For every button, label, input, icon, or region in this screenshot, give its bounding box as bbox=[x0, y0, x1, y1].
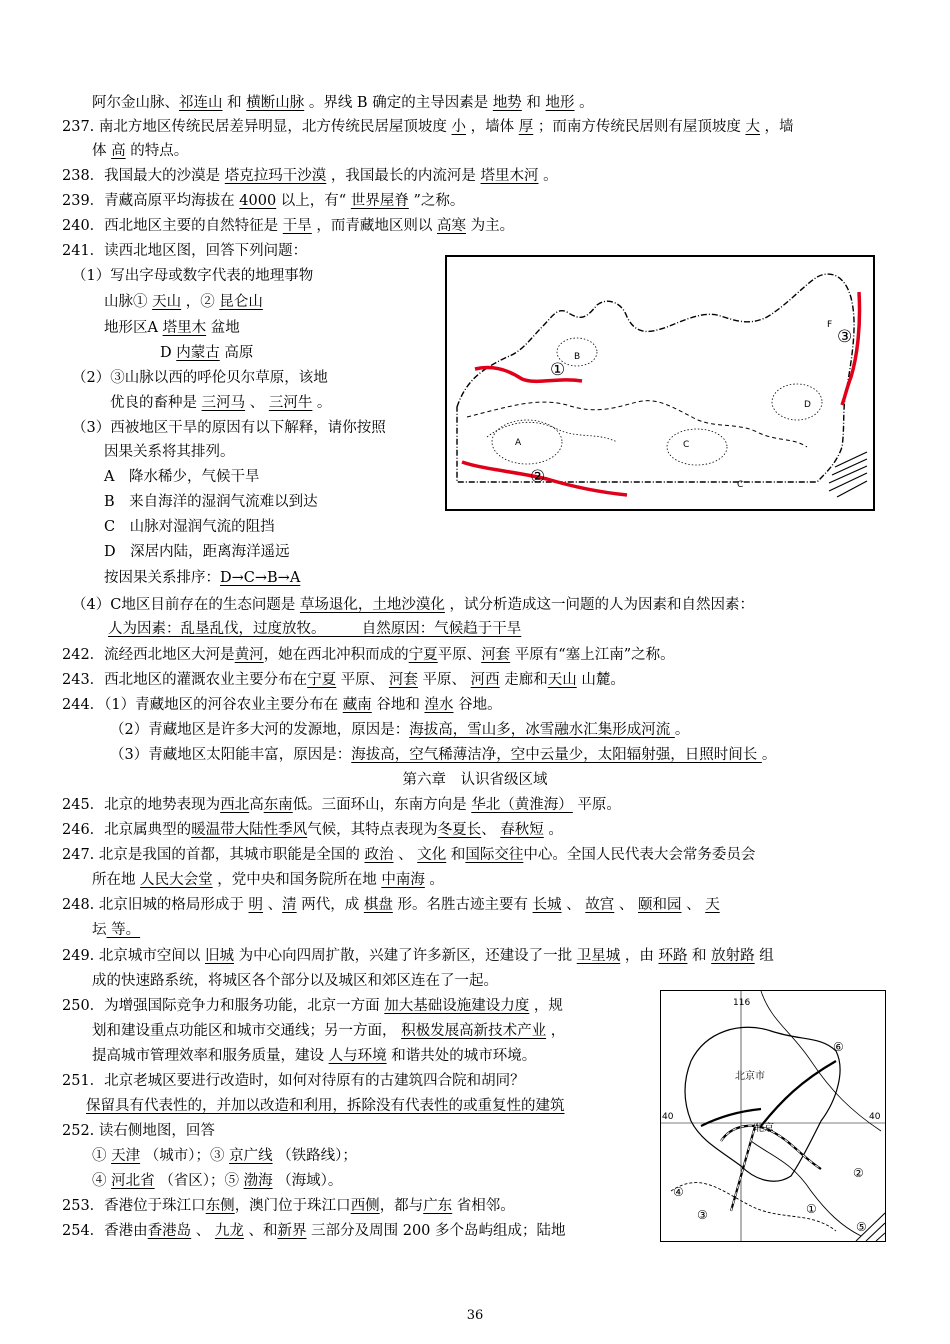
line-247a bbox=[62, 845, 755, 865]
answer-text: 暖温带大陆性季风 bbox=[191, 822, 308, 838]
map1-label-a: A bbox=[515, 438, 522, 448]
line-248a bbox=[62, 895, 720, 915]
question-text: （海域）。 bbox=[272, 1173, 343, 1189]
question-text: 低。三面环山，东南方向是 bbox=[292, 797, 472, 813]
answer-text: 颐和园 bbox=[638, 897, 682, 913]
question-text: ④ bbox=[92, 1173, 112, 1189]
option-d bbox=[104, 542, 290, 562]
question-text: 246．北京属典型的 bbox=[62, 822, 192, 838]
question-text: （3）西被地区干旱的原因有以下解释，请你按照 bbox=[72, 420, 386, 436]
line-241-1 bbox=[72, 266, 313, 286]
answer-text: 春秋短 bbox=[500, 822, 544, 838]
line-244b bbox=[110, 720, 689, 740]
answer-text: 等。 bbox=[106, 922, 141, 938]
line-237a bbox=[62, 117, 794, 137]
line-250b bbox=[92, 1021, 565, 1041]
answer-text: 天津 bbox=[111, 1148, 141, 1164]
map2-latitude-left: 40 bbox=[662, 1112, 674, 1122]
answer-text: 宁夏 bbox=[307, 672, 337, 688]
answer-text: 高寒 bbox=[437, 218, 467, 234]
map2-longitude: 116 bbox=[733, 998, 751, 1008]
question-text: A 降水稀少，气候干旱 bbox=[104, 469, 260, 485]
question-text: ，党中央和国务院所在地 bbox=[212, 872, 382, 888]
question-text: 三部分及周围 200 多个岛屿组成；陆地 bbox=[306, 1223, 566, 1239]
question-text: 、 bbox=[561, 897, 586, 913]
map2-label-2: ② bbox=[853, 1166, 864, 1180]
line-241-a bbox=[104, 318, 240, 338]
question-text: 中心。全国人民代表大会常务委员会 bbox=[523, 847, 756, 863]
question-text: 254．香港由 bbox=[62, 1223, 148, 1239]
answer-text: 河套 bbox=[481, 647, 511, 663]
map2-label-5: ⑤ bbox=[856, 1220, 867, 1234]
map2-label-6: ⑥ bbox=[833, 1040, 844, 1054]
question-text: D bbox=[160, 345, 177, 361]
answer-text: 积极发展高新技术产业 bbox=[401, 1023, 547, 1039]
answer-text: 冬夏长 bbox=[437, 822, 482, 838]
question-text: 优良的畜种是 bbox=[110, 395, 202, 411]
answer-text: 地势 bbox=[492, 95, 522, 111]
map1-label-f: F bbox=[827, 320, 833, 330]
question-text: 。 bbox=[761, 747, 777, 763]
answer-251: 保留具有代表性的，并加以改造和利用，拆除没有代表性的或重复性的建筑 bbox=[86, 1098, 565, 1114]
answer-text: 小 bbox=[451, 119, 467, 135]
question-text: 划和建设重点功能区和城市交通线；另一方面， bbox=[92, 1023, 402, 1039]
answer-text: 天山 bbox=[152, 294, 182, 310]
question-text: （2）③山脉以西的呼伦贝尔草原，该地 bbox=[72, 370, 328, 386]
question-text: 平原有“塞上江南”之称。 bbox=[510, 647, 675, 663]
line-251b bbox=[86, 1096, 565, 1116]
answer-text: 4000 bbox=[239, 193, 277, 209]
line-241-4a bbox=[72, 595, 754, 615]
question-text: ，规 bbox=[529, 998, 563, 1014]
answer-text: 天山 bbox=[547, 672, 577, 688]
answer-text: 三河马 bbox=[201, 395, 246, 411]
answer-text: 塔克拉玛干沙漠 bbox=[224, 168, 327, 184]
map1-label-d: D bbox=[804, 400, 811, 410]
answer-text: 华北（黄淮海） bbox=[471, 797, 573, 813]
question-text: 盆地 bbox=[206, 320, 240, 336]
line-252 bbox=[62, 1121, 215, 1141]
line-241-mountains bbox=[104, 292, 263, 312]
line-236b bbox=[92, 93, 594, 113]
question-text: 247. 北京是我国的首都，其城市职能是全国的 bbox=[62, 847, 365, 863]
question-text: 和 bbox=[521, 95, 546, 111]
question-text: ，由 bbox=[620, 948, 659, 964]
answer-text: 国际交往 bbox=[465, 847, 524, 863]
line-254 bbox=[62, 1221, 566, 1241]
question-text: 平原、 bbox=[336, 672, 389, 688]
line-246 bbox=[62, 820, 563, 840]
map1-label-1: ① bbox=[550, 360, 566, 380]
question-text: 平原。 bbox=[572, 797, 621, 813]
question-text: 253．香港位于珠江口 bbox=[62, 1198, 206, 1214]
answer-text: 昆仑山 bbox=[219, 294, 263, 310]
answer-text: 卫星城 bbox=[576, 948, 621, 964]
line-250c bbox=[92, 1046, 536, 1066]
answer-text: 塔里木 bbox=[162, 320, 207, 336]
answer-text: 大 bbox=[745, 119, 760, 135]
question-text: 地形区A bbox=[104, 320, 163, 336]
answer-text: 明 bbox=[248, 897, 264, 913]
question-text: 成的快速路系统，将城区各个部分以及城区和郊区连在了一起。 bbox=[92, 973, 498, 989]
question-text: 形。名胜古迹主要有 bbox=[392, 897, 533, 913]
question-text: 240．西北地区主要的自然特征是 bbox=[62, 218, 283, 234]
answer-text: 广东 bbox=[423, 1198, 453, 1214]
question-text: 252. 读右侧地图，回答 bbox=[62, 1123, 215, 1139]
question-text: （省区）；⑤ bbox=[154, 1173, 244, 1189]
question-text: 、 bbox=[614, 897, 638, 913]
answer-text: 河套 bbox=[388, 672, 418, 688]
question-text: 和谐共处的城市环境。 bbox=[386, 1048, 537, 1064]
question-text: 以上，有“ bbox=[276, 193, 351, 209]
question-text: 248. 北京旧城的格局形成于 bbox=[62, 897, 249, 913]
question-text: D 深居内陆，距离海洋遥远 bbox=[104, 544, 290, 560]
answer-text: 天 bbox=[705, 897, 720, 913]
question-text: 谷地。 bbox=[453, 697, 502, 713]
question-text: 高 bbox=[249, 797, 264, 813]
line-241-d bbox=[160, 343, 253, 363]
line-242 bbox=[62, 645, 675, 665]
beijing-map-drawing bbox=[661, 991, 885, 1241]
question-text: 243．西北地区的灌溉农业主要分布在 bbox=[62, 672, 308, 688]
question-text: 241．读西北地区图，回答下列问题： bbox=[62, 243, 308, 259]
question-text: 、 bbox=[263, 897, 283, 913]
question-text: 提高城市管理效率和服务质量，建设 bbox=[92, 1048, 329, 1064]
answer-text: 干旱 bbox=[282, 218, 312, 234]
question-text: 山麓。 bbox=[576, 672, 625, 688]
answer-text: 高 bbox=[111, 143, 126, 159]
question-text: 和 bbox=[687, 948, 712, 964]
question-text: 238．我国最大的沙漠是 bbox=[62, 168, 225, 184]
answer-text: 藏南 bbox=[342, 697, 372, 713]
question-text: 244．（1）青藏地区的河谷农业主要分布在 bbox=[62, 697, 343, 713]
question-text: 、 bbox=[245, 395, 269, 411]
question-text: ，② bbox=[181, 294, 220, 310]
question-text: 两代，成 bbox=[296, 897, 364, 913]
line-248b bbox=[92, 920, 140, 940]
question-text: 。 bbox=[424, 872, 444, 888]
question-text: 组 bbox=[754, 948, 774, 964]
line-251a bbox=[62, 1071, 525, 1091]
answer-text: 西北 bbox=[220, 797, 250, 813]
answer-text: 政治 bbox=[364, 847, 394, 863]
question-text: 。 bbox=[312, 395, 332, 411]
question-text: 239．青藏高原平均海拔在 bbox=[62, 193, 240, 209]
question-text: 山脉① bbox=[104, 294, 153, 310]
question-text: 237. 南北方地区传统民居差异明显，北方传统民居屋顶坡度 bbox=[62, 119, 452, 135]
answer-text: 故宫 bbox=[585, 897, 615, 913]
map2-label-4: ④ bbox=[673, 1185, 684, 1199]
question-text: 省相邻。 bbox=[452, 1198, 515, 1214]
map1-label-3: ③ bbox=[837, 327, 853, 347]
question-text: 。 bbox=[574, 95, 594, 111]
question-text: （3）青藏地区太阳能丰富，原因是： bbox=[110, 747, 352, 763]
line-241-4b bbox=[108, 619, 753, 639]
answer-text: 宁夏 bbox=[408, 647, 438, 663]
map2-latitude-right: 40 bbox=[869, 1112, 881, 1122]
line-241-2b bbox=[110, 393, 331, 413]
answer-text: 长城 bbox=[532, 897, 562, 913]
question-text: 按因果关系排序： bbox=[104, 570, 220, 586]
line-243 bbox=[62, 670, 625, 690]
answer-text: 东侧 bbox=[205, 1198, 235, 1214]
question-text: 、和 bbox=[243, 1223, 278, 1239]
map2-label-1: ① bbox=[806, 1202, 817, 1216]
answer-text: 中南海 bbox=[381, 872, 425, 888]
answer-text: 河西 bbox=[470, 672, 500, 688]
line-241-order bbox=[104, 568, 300, 588]
line-241 bbox=[62, 241, 307, 261]
answer-text: 京广线 bbox=[229, 1148, 273, 1164]
question-text: ，墙体 bbox=[466, 119, 519, 135]
answer-text: 厚 bbox=[518, 119, 534, 135]
question-text: 为主。 bbox=[466, 218, 515, 234]
answer-text: 人与环境 bbox=[328, 1048, 387, 1064]
answer-text: 河北省 bbox=[111, 1173, 155, 1189]
question-text: 、 bbox=[481, 822, 501, 838]
question-text: 、 bbox=[393, 847, 418, 863]
question-text: B 来自海洋的湿润气流难以到达 bbox=[104, 494, 318, 510]
answer-text: 文化 bbox=[417, 847, 447, 863]
question-text: 的特点。 bbox=[125, 143, 189, 159]
answer-text: 加大基础设施建设力度 bbox=[384, 998, 530, 1014]
answer-text: 渤海 bbox=[243, 1173, 273, 1189]
northwest-map-drawing bbox=[447, 257, 873, 509]
question-text: 250．为增强国际竞争力和服务功能，北京一方面 bbox=[62, 998, 385, 1014]
answer-text: 人民大会堂 bbox=[140, 872, 213, 888]
question-text: 和 bbox=[222, 95, 247, 111]
question-text: ，她在西北冲积而成的 bbox=[263, 647, 409, 663]
page-number: 36 bbox=[466, 1308, 484, 1323]
line-252a bbox=[92, 1146, 357, 1166]
option-a bbox=[104, 467, 259, 487]
question-text: 。 bbox=[538, 168, 558, 184]
question-text: 阿尔金山脉、 bbox=[92, 95, 179, 111]
answer-text: 海拔高，空气稀薄洁净，空中云量少，太阳辐射强，日照时间长 bbox=[351, 747, 762, 763]
answer-text: 草场退化，土地沙漠化 bbox=[299, 597, 445, 613]
question-text: ，澳门位于珠江口 bbox=[234, 1198, 351, 1214]
line-253 bbox=[62, 1196, 515, 1216]
question-text: ，都与 bbox=[379, 1198, 424, 1214]
question-text: ；而南方传统民居则有屋顶坡度 bbox=[533, 119, 746, 135]
question-text: 所在地 bbox=[92, 872, 141, 888]
question-text: ，我国最长的内流河是 bbox=[326, 168, 481, 184]
line-240 bbox=[62, 216, 514, 236]
question-text: C 山脉对湿润气流的阻挡 bbox=[104, 519, 275, 535]
option-b bbox=[104, 492, 318, 512]
question-text: （4）C地区目前存在的生态问题是 bbox=[72, 597, 300, 613]
question-text: ，而青藏地区则以 bbox=[311, 218, 438, 234]
line-241-2a bbox=[72, 368, 328, 388]
question-text: 。 bbox=[674, 722, 690, 738]
line-244a bbox=[62, 695, 502, 715]
question-text: 245．北京的地势表现为 bbox=[62, 797, 221, 813]
question-text: 坛 bbox=[92, 922, 107, 938]
map2-label-beijing-municipality: 北京市 bbox=[735, 1071, 765, 1082]
answer-text: 地形 bbox=[545, 95, 575, 111]
question-text: 、 bbox=[681, 897, 706, 913]
answer-text: 放射路 bbox=[711, 948, 755, 964]
answer-text: 世界屋脊 bbox=[350, 193, 409, 209]
line-252b bbox=[92, 1171, 342, 1191]
question-text: ，试分析造成这一问题的人为因素和自然因素： bbox=[444, 597, 755, 613]
answer-text: 清 bbox=[282, 897, 297, 913]
question-text: ”之称。 bbox=[408, 193, 465, 209]
answer-text: 九龙 bbox=[214, 1223, 244, 1239]
question-text: 为中心向四周扩散，兴建了许多新区，还建设了一批 bbox=[234, 948, 577, 964]
line-250a bbox=[62, 996, 563, 1016]
question-text: 。 bbox=[543, 822, 563, 838]
line-247b bbox=[92, 870, 444, 890]
answer-text: 湟水 bbox=[424, 697, 454, 713]
answer-text: 内蒙古 bbox=[176, 345, 220, 361]
line-237b bbox=[92, 141, 188, 161]
answer-text: 环路 bbox=[658, 948, 688, 964]
question-text: 谷地和 bbox=[371, 697, 425, 713]
question-text: 242．流经西北地区大河是 bbox=[62, 647, 235, 663]
question-text: 、 bbox=[191, 1223, 215, 1239]
question-text: ，墙 bbox=[759, 119, 794, 135]
line-245 bbox=[62, 795, 621, 815]
map1-label-c2: C bbox=[737, 480, 744, 490]
answer-text: 横断山脉 bbox=[246, 95, 305, 111]
answer-text: 三河牛 bbox=[268, 395, 313, 411]
map1-label-2: ② bbox=[530, 467, 546, 487]
answer-text: 棋盘 bbox=[363, 897, 393, 913]
question-text: 平原、 bbox=[437, 647, 482, 663]
question-text: 因果关系将其排列。 bbox=[104, 444, 235, 460]
question-text: ① bbox=[92, 1148, 112, 1164]
line-239 bbox=[62, 191, 464, 211]
answer-text: 新界 bbox=[277, 1223, 307, 1239]
map1-label-c1: C bbox=[683, 440, 690, 450]
answer-text: 旧城 bbox=[205, 948, 235, 964]
question-text: 气候，其特点表现为 bbox=[307, 822, 438, 838]
question-text: 平原、 bbox=[417, 672, 471, 688]
answer-4b: 人为因素：乱垦乱伐，过度放牧。 自然原因：气候趋于干旱 bbox=[108, 621, 522, 637]
map2-label-3: ③ bbox=[697, 1208, 708, 1222]
option-c bbox=[104, 517, 275, 537]
question-text: 体 bbox=[92, 143, 112, 159]
line-241-3b bbox=[104, 442, 235, 462]
beijing-map bbox=[660, 990, 886, 1242]
answer-text: 香港岛 bbox=[147, 1223, 192, 1239]
question-text: （1）写出字母或数字代表的地理事物 bbox=[72, 268, 314, 284]
map2-label-beijing-city: 北京 bbox=[754, 1123, 774, 1134]
northwest-map bbox=[445, 255, 875, 511]
answer-text: 黄河 bbox=[234, 647, 264, 663]
question-text: 251．北京老城区要进行改造时，如何对待原有的古建筑四合院和胡同？ bbox=[62, 1073, 525, 1089]
line-241-3a bbox=[72, 418, 386, 438]
question-text: （铁路线）； bbox=[272, 1148, 357, 1164]
line-249b bbox=[92, 971, 498, 991]
answer-text: 西侧 bbox=[350, 1198, 380, 1214]
question-text: （城市）；③ bbox=[140, 1148, 230, 1164]
line-244c bbox=[110, 745, 776, 765]
line-238 bbox=[62, 166, 558, 186]
line-249a bbox=[62, 946, 774, 966]
question-text: （2）青藏地区是许多大河的发源地，原因是： bbox=[110, 722, 410, 738]
map1-label-b: B bbox=[574, 352, 581, 362]
chapter-title: 第六章 认识省级区域 bbox=[402, 772, 548, 788]
question-text: 高原 bbox=[219, 345, 254, 361]
answer-text: 东南 bbox=[263, 797, 293, 813]
answer-text: 祁连山 bbox=[179, 95, 223, 111]
question-text: 249. 北京城市空间以 bbox=[62, 948, 206, 964]
answer-text: 塔里木河 bbox=[480, 168, 539, 184]
question-text: 走廊和 bbox=[499, 672, 548, 688]
answer-text: 海拔高，雪山多，冰雪融水汇集形成河流 bbox=[409, 722, 675, 738]
answer-text: D→C→B→A bbox=[220, 570, 301, 586]
question-text: 。界线 B 确定的主导因素是 bbox=[304, 95, 493, 111]
question-text: ， bbox=[546, 1023, 566, 1039]
question-text: 和 bbox=[446, 847, 466, 863]
